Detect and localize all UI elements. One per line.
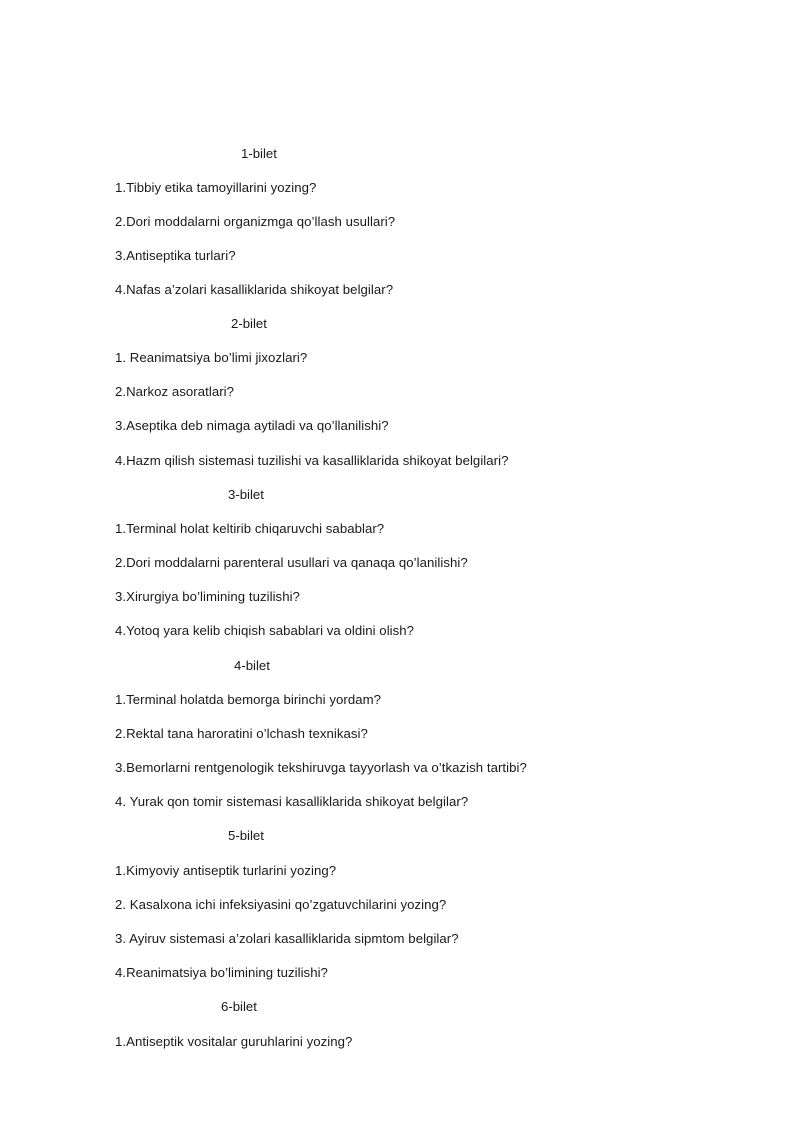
ticket-2-question-1: 1. Reanimatsiya bo’limi jixozlari? <box>115 350 308 365</box>
ticket-4-title: 4-bilet <box>234 658 270 673</box>
ticket-5-question-1: 1.Kimyoviy antiseptik turlarini yozing? <box>115 863 337 878</box>
ticket-2-question-3: 3.Aseptika deb nimaga aytiladi va qo’llanilishi? <box>115 418 389 433</box>
ticket-3-question-4: 4.Yotoq yara kelib chiqish sabablari va oldini olish? <box>115 623 415 638</box>
ticket-2-question-4: 4.Hazm qilish sistemasi tuzilishi va kasalliklarida shikoyat belgilari? <box>115 453 509 468</box>
ticket-4-question-3: 3.Bemorlarni rentgenologik tekshiruvga tayyorlash va o’tkazish tartibi? <box>115 760 527 775</box>
ticket-3-question-3: 3.Xirurgiya bo’limining tuzilishi? <box>115 589 300 604</box>
ticket-4-question-1: 1.Terminal holatda bemorga birinchi yordam? <box>115 692 382 707</box>
ticket-1-question-1: 1.Tibbiy etika tamoyillarini yozing? <box>115 180 317 195</box>
ticket-6-title: 6-bilet <box>221 999 257 1014</box>
ticket-2-question-2: 2.Narkoz asoratlari? <box>115 384 235 399</box>
ticket-5-question-4: 4.Reanimatsiya bo’limining tuzilishi? <box>115 965 328 980</box>
ticket-4-question-2: 2.Rektal tana haroratini o’lchash texnikasi? <box>115 726 368 741</box>
ticket-3-question-1: 1.Terminal holat keltirib chiqaruvchi sabablar? <box>115 521 385 536</box>
ticket-6-question-1: 1.Antiseptik vositalar guruhlarini yozing? <box>115 1034 353 1049</box>
ticket-1-question-4: 4.Nafas a’zolari kasalliklarida shikoyat belgilar? <box>115 282 394 297</box>
ticket-4-question-4: 4. Yurak qon tomir sistemasi kasalliklarida shikoyat belgilar? <box>115 794 469 809</box>
ticket-1-title: 1-bilet <box>241 146 277 161</box>
ticket-2-title: 2-bilet <box>231 316 267 331</box>
ticket-5-title: 5-bilet <box>228 828 264 843</box>
ticket-3-question-2: 2.Dori moddalarni parenteral usullari va qanaqa qo’lanilishi? <box>115 555 468 570</box>
ticket-5-question-2: 2. Kasalxona ichi infeksiyasini qo’zgatuvchilarini yozing? <box>115 897 447 912</box>
ticket-1-question-3: 3.Antiseptika turlari? <box>115 248 236 263</box>
ticket-3-title: 3-bilet <box>228 487 264 502</box>
ticket-5-question-3: 3. Ayiruv sistemasi a’zolari kasalliklarida sipmtom belgilar? <box>115 931 459 946</box>
ticket-1-question-2: 2.Dori moddalarni organizmga qo’llash usullari? <box>115 214 396 229</box>
